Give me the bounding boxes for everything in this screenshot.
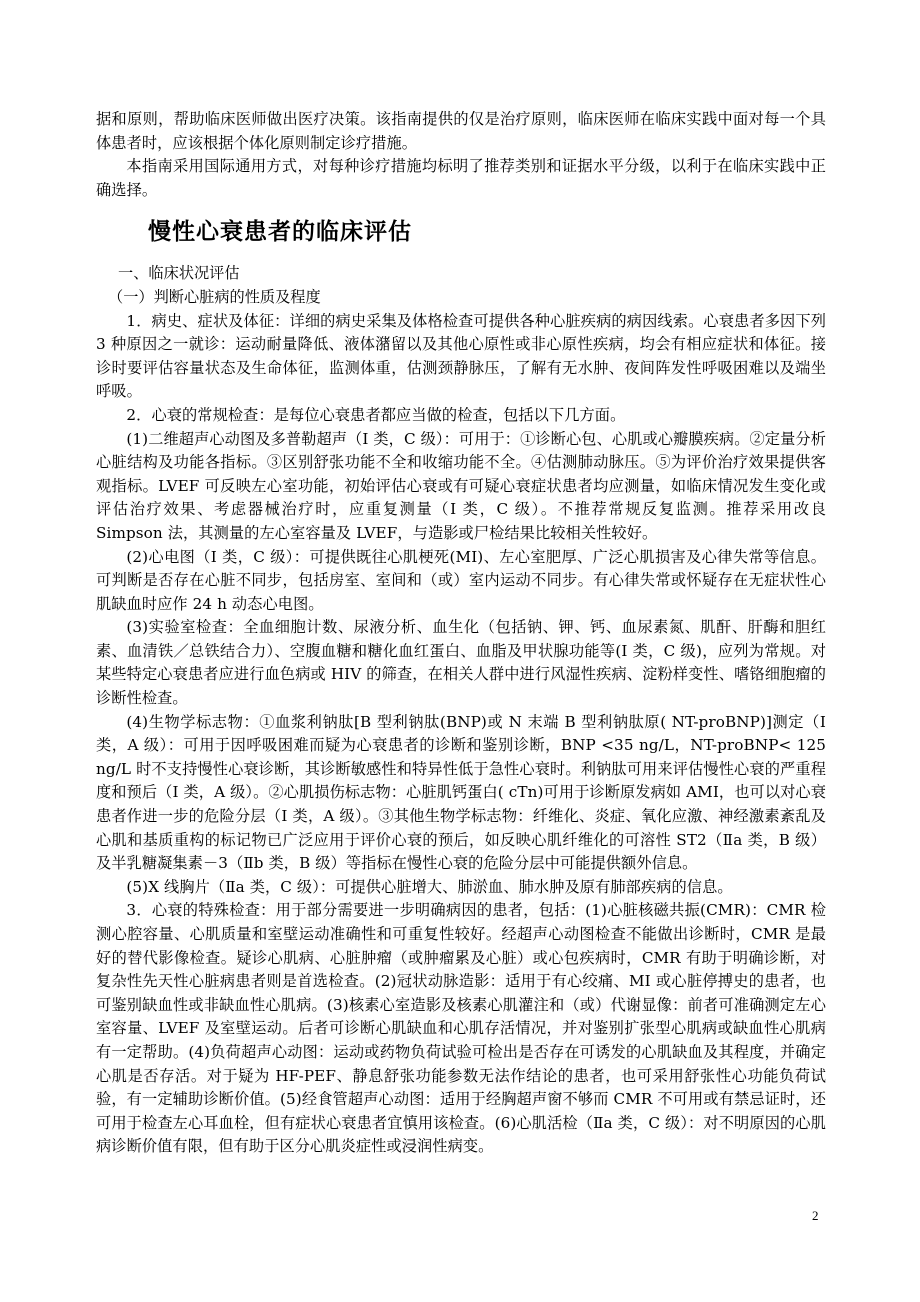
body-paragraph-biomarkers: (4)生物学标志物：①血浆利钠肽[B 型利钠肽(BNP)或 N 末端 B 型利钠肽原( NT-proBNP)]测定（I 类，A 级）：可用于因呼吸困难而疑为心衰患者的诊断和鉴别诊断，BNP <35 ng/L，NT-proBNP< 125 ng/L 时不支持慢性心衰诊断，其诊断敏感性和特异性低于急性心衰时。利钠肽可用来评估慢性心衰的严重程度和预后（I 类，A 级）。②心肌损伤标志物：心脏肌钙蛋白( cTn)可用于诊断原发病如 AMI，也可以对心衰患者作进一步的危险分层（I 类，A 级）。③其他生物学标志物：纤维化、炎症、氧化应激、神经激素紊乱及心肌和基质重构的标记物已广泛应用于评价心衰的预后，如反映心肌纤维化的可溶性 ST2（Ⅱa 类，B 级）及半乳糖凝集素－3（Ⅱb 类，B 级）等指标在慢性心衰的危险分层中可能提供额外信息。: [96, 712, 826, 873]
body-paragraph-history: 1．病史、症状及体征：详细的病史采集及体格检查可提供各种心脏疾病的病因线索。心衰患者多因下列 3 种原因之一就诊：运动耐量降低、液体潴留以及其他心原性或非心原性疾病，均会有相应症状和体征。接诊时要评估容量状态及生命体征，监测体重，估测颈静脉压，了解有无水肿、夜间阵发性呼吸困难以及端坐呼吸。: [96, 311, 826, 401]
subsection-heading-1: 一、临床状况评估: [118, 264, 240, 283]
subsection-heading-2: （一）判断心脏病的性质及程度: [108, 287, 321, 306]
page-number: 2: [812, 1208, 819, 1223]
body-paragraph-ecg: (2)心电图（I 类，C 级）：可提供既往心肌梗死(MI)、左心室肥厚、广泛心肌损害及心律失常等信息。可判断是否存在心脏不同步，包括房室、室间和（或）室内运动不同步。有心律失常或怀疑存在无症状性心肌缺血时应作 24 h 动态心电图。: [96, 547, 826, 613]
intro-paragraph-2: 本指南采用国际通用方式，对每种诊疗措施均标明了推荐类别和证据水平分级，以利于在临床实践中正确选择。: [96, 157, 826, 199]
intro-paragraph-1: 据和原则，帮助临床医师做出医疗决策。该指南提供的仅是治疗原则，临床医师在临床实践中面对每一个具体患者时，应该根据个体化原则制定诊疗措施。: [96, 110, 826, 152]
document-page: [96, 108, 826, 1159]
section-title: 慢性心衰患者的临床评估: [148, 219, 412, 246]
body-paragraph-special-exam: 3．心衰的特殊检查：用于部分需要进一步明确病因的患者，包括：(1)心脏核磁共振(CMR)：CMR 检测心腔容量、心肌质量和室壁运动准确性和可重复性较好。经超声心动图检查不能做出诊断时，CMR 是最好的替代影像检查。疑诊心肌病、心脏肿瘤（或肿瘤累及心脏）或心包疾病时，CMR 有助于明确诊断，对复杂性先天性心脏病患者则是首选检查。(2)冠状动脉造影：适用于有心绞痛、MI 或心脏停搏史的患者，也可鉴别缺血性或非缺血性心肌病。(3)核素心室造影及核素心肌灌注和（或）代谢显像：前者可准确测定左心室容量、LVEF 及室壁运动。后者可诊断心肌缺血和心肌存活情况，并对鉴别扩张型心肌病或缺血性心肌病有一定帮助。(4)负荷超声心动图：运动或药物负荷试验可检出是否存在可诱发的心肌缺血及其程度，并确定心肌是否存活。对于疑为 HF-PEF、静息舒张功能参数无法作结论的患者，也可采用舒张性心功能负荷试验，有一定辅助诊断价值。(5)经食管超声心动图：适用于经胸超声窗不够而 CMR 不可用或有禁忌证时，还可用于检查左心耳血栓，但有症状心衰患者宜慎用该检查。(6)心肌活检（Ⅱa 类，C 级）：对不明原因的心肌病诊断价值有限，但有助于区分心肌炎症性或浸润性病变。: [96, 901, 826, 1156]
body-paragraph-routine-exam: 2．心衰的常规检查：是每位心衰患者都应当做的检查，包括以下几方面。: [126, 405, 626, 424]
body-paragraph-xray: (5)X 线胸片（Ⅱa 类，C 级）：可提供心脏增大、肺淤血、肺水肿及原有肺部疾病的信息。: [126, 877, 733, 896]
body-paragraph-echocardiography: (1)二维超声心动图及多普勒超声（I 类，C 级）：可用于：①诊断心包、心肌或心瓣膜疾病。②定量分析心脏结构及功能各指标。③区别舒张功能不全和收缩功能不全。④估测肺动脉压。⑤为评价治疗效果提供客观指标。LVEF 可反映左心室功能，初始评估心衰或有可疑心衰症状患者均应测量，如临床情况发生变化或评估治疗效果、考虑器械治疗时，应重复测量（I 类，C 级）。不推荐常规反复监测。推荐采用改良 Simpson 法，其测量的左心室容量及 LVEF，与造影或尸检结果比较相关性较好。: [96, 429, 826, 542]
body-paragraph-lab-tests: (3)实验室检查：全血细胞计数、尿液分析、血生化（包括钠、钾、钙、血尿素氮、肌酐、肝酶和胆红素、血清铁／总铁结合力）、空腹血糖和糖化血红蛋白、血脂及甲状腺功能等(I 类，C 级)，应列为常规。对某些特定心衰患者应进行血色病或 HIV 的筛查，在相关人群中进行风湿性疾病、淀粉样变性、嗜铬细胞瘤的诊断性检查。: [96, 618, 826, 708]
